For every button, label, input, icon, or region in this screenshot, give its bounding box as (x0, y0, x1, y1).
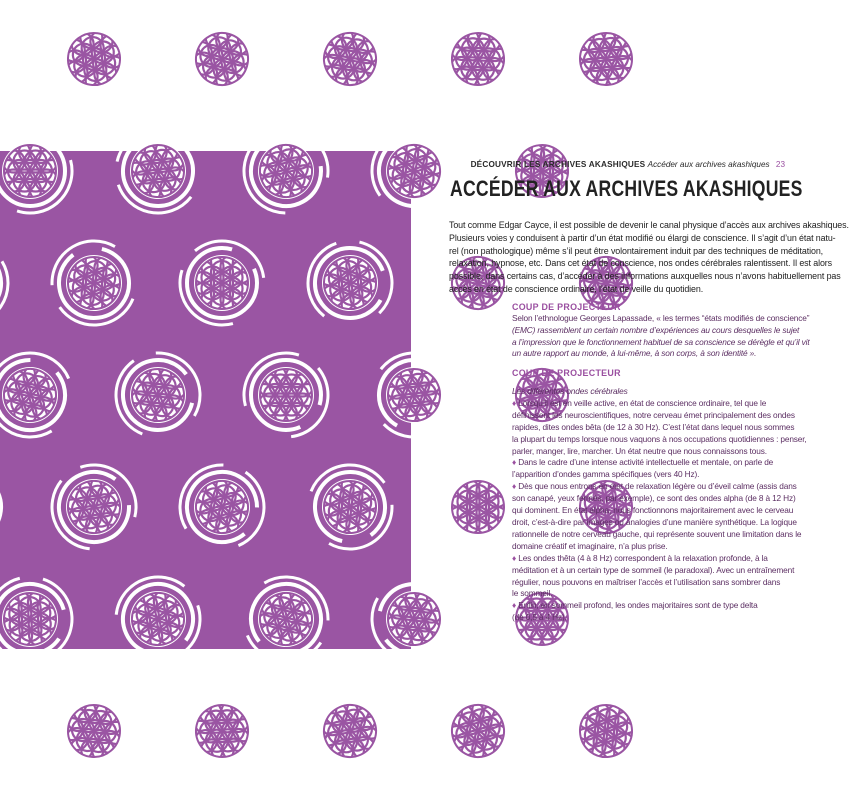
list-item (512, 481, 797, 493)
quote-line-text: Selon l’ethnologue Georges Lapassade, « les termes “états modifiés de conscience” (512, 313, 810, 323)
list-item-continuation: la plupart du temps lorsque nous vaquons à nos occupations quotidiennes : penser, (512, 433, 807, 444)
list-item-continuation: domaine créatif et imaginaire, n’a plus prise. (512, 540, 668, 551)
list-item-text: Les ondes thêta (4 à 8 Hz) correspondent à la relaxation profonde, à la (518, 552, 768, 563)
flower-of-life-illustration (0, 151, 411, 649)
list-item (512, 457, 797, 469)
list-item-text: Lorsqu’il est en veille active, en état de conscience ordinaire, tel que le (518, 397, 767, 408)
bullet-icon: ♦ (512, 600, 517, 611)
running-head-subsection: Accéder aux archives akashiques (647, 160, 770, 169)
intro-line: rel (non pathologique) même s’il peut être volontairement induit par des techniques de méditation, (449, 245, 824, 256)
list-item-continuation: le sommeil. (512, 588, 553, 599)
intro-line: relaxation, hypnose, etc. Dans cet état de conscience, nos ondes cérébrales ralentissent. Il est alors (449, 258, 832, 269)
list-item-continuation: méditation et à un certain type de sommeil (le paradoxal). Avec un entraînement (512, 564, 795, 575)
list-item-continuation: (de 0,5 à 4 Hz). (512, 612, 567, 623)
spotlight-quote (512, 313, 810, 360)
intro-line: Plusieurs voies y conduisent à partir d’un état modifié ou élargi de conscience. Il s’agit d’un état natu- (449, 232, 836, 243)
list-item (512, 553, 797, 565)
list-item (512, 600, 797, 612)
page-title: ACCÉDER AUX ARCHIVES AKASHIQUES (450, 176, 803, 201)
page-number: 23 (775, 160, 785, 169)
quote-line (512, 313, 810, 325)
list-item (512, 398, 797, 410)
spotlight-heading: COUP DE PROJECTEUR (512, 302, 621, 312)
list-item-continuation: qui dominent. En état alpha, nous fonctionnons majoritairement avec le cerveau (512, 505, 794, 516)
quote-line: (EMC) rassemblent un certain nombre d’expériences au cours desquelles le sujet (512, 324, 800, 335)
list-item-continuation: rationnelle de notre cerveau gauche, qui représente souvent une limitation dans le (512, 528, 802, 539)
intro-line: accès en état de conscience ordinaire, l’état de veille du quotidien. (449, 283, 704, 294)
flower-of-life-pattern (0, 151, 411, 649)
brainwaves-subtitle: Les différentes ondes cérébrales (512, 386, 628, 396)
quote-line: un autre rapport au monde, à lui-même, à son corps, à son identité ». (512, 348, 757, 359)
list-item-continuation: régulier, nous pouvons en maîtriser l’accès et l’utilisation sans sombrer dans (512, 576, 781, 587)
brainwaves-box (512, 386, 807, 624)
running-head (413, 160, 785, 169)
list-item-continuation: rapides, dites ondes bêta (de 12 à 30 Hz). C’est l’état dans lequel nous sommes (512, 421, 795, 432)
list-item-continuation: définissent les neuroscientifiques, notre cerveau émet principalement des ondes (512, 409, 795, 420)
bullet-icon: ♦ (512, 481, 517, 492)
intro-paragraph (449, 219, 849, 296)
quote-line: a l’impression que le fonctionnement habituel de sa conscience se dérègle et qu’il vit (512, 336, 810, 347)
bullet-icon: ♦ (512, 457, 517, 468)
list-item-continuation: parler, manger, lire, marcher. Un état neutre que nous connaissons tous. (512, 445, 767, 456)
intro-line: possible, dans certains cas, d’accéder à des informations auxquelles nous n’avons habituellement pas (449, 271, 841, 282)
list-item-continuation: son canapé, yeux fermés, par exemple), ce sont des ondes alpha (de 8 à 12 Hz) (512, 493, 796, 504)
list-item-continuation: droit, c’est-à-dire par images ou analogies d’une manière synthétique. La logique (512, 516, 797, 527)
running-head-section: DÉCOUVRIR LES ARCHIVES AKASHIQUES (470, 160, 646, 169)
bullet-icon: ♦ (512, 552, 517, 563)
intro-line: Tout comme Edgar Cayce, il est possible de devenir le canal physique d’accès aux archives akashiques. (449, 220, 849, 230)
list-item-continuation: l’apparition d’ondes gamma spécifiques (vers 40 Hz). (512, 469, 700, 480)
spotlight-heading: COUP DE PROJECTEUR (512, 368, 621, 378)
list-item-text: Dès que nous entrons en état de relaxation légère ou d’éveil calme (assis dans (518, 481, 797, 492)
list-item-text: Enfin, en sommeil profond, les ondes majoritaires sont de type delta (518, 600, 758, 611)
list-item-text: Dans le cadre d’une intense activité intellectuelle et mentale, on parle de (518, 457, 774, 468)
bullet-icon: ♦ (512, 397, 517, 408)
